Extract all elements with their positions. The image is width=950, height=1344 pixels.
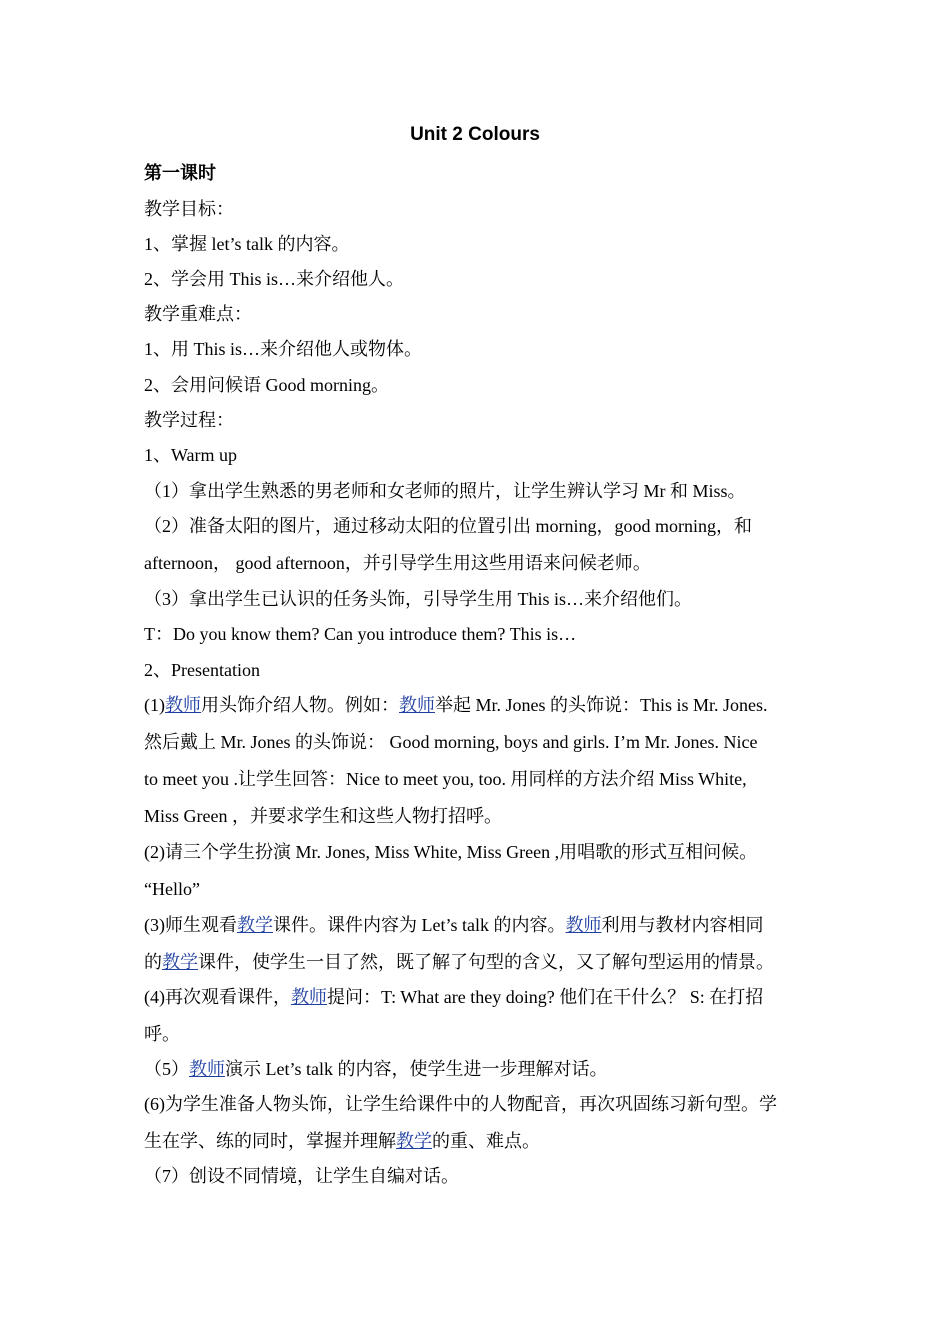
text-span: 的 bbox=[144, 952, 162, 972]
text-span: 举起 Mr. Jones 的头饰说：This is Mr. Jones. bbox=[435, 695, 768, 715]
presentation-step-4-cont: 呼。 bbox=[144, 1024, 180, 1044]
text-span: 生在学、练的同时，掌握并理解 bbox=[144, 1131, 396, 1151]
teaching-link[interactable]: 教学 bbox=[237, 915, 273, 935]
teacher-link[interactable]: 教师 bbox=[565, 915, 602, 935]
presentation-step-5 bbox=[144, 1056, 814, 1082]
objective-1: 1、掌握 let’s talk 的内容。 bbox=[144, 234, 350, 254]
text-span: （5） bbox=[144, 1059, 189, 1079]
teaching-link[interactable]: 教学 bbox=[162, 952, 198, 972]
presentation-step-3 bbox=[144, 912, 814, 938]
teacher-prompt: T：Do you know them? Can you introduce them? This is… bbox=[144, 624, 577, 644]
teaching-link[interactable]: 教学 bbox=[396, 1131, 432, 1151]
objective-2: 2、学会用 This is…来介绍他人。 bbox=[144, 269, 405, 289]
presentation-step-2: (2)请三个学生扮演 Mr. Jones, Miss White, Miss Green ,用唱歌的形式互相问候。 bbox=[144, 842, 758, 862]
presentation-step-2-cont: “Hello” bbox=[144, 879, 200, 899]
section-heading: 第一课时 bbox=[144, 163, 216, 183]
presentation-step-7: （7）创设不同情境，让学生自编对话。 bbox=[144, 1166, 459, 1186]
key-point-2: 2、会用问候语 Good morning。 bbox=[144, 375, 389, 395]
text-span: 课件，使学生一目了然，既了解了句型的含义，又了解句型运用的情景。 bbox=[198, 952, 774, 972]
presentation-step-1-cont: to meet you .让学生回答：Nice to meet you, too. 用同样的方法介绍 Miss White, bbox=[144, 769, 747, 789]
text-span: 提问：T: What are they doing? 他们在干什么？ S: 在打招 bbox=[327, 987, 764, 1007]
presentation-step-4 bbox=[144, 984, 814, 1010]
warm-up-step-3: （3）拿出学生已认识的任务头饰，引导学生用 This is…来介绍他们。 bbox=[144, 589, 693, 609]
process-heading: 教学过程： bbox=[144, 410, 234, 430]
text-span: 演示 Let’s talk 的内容，使学生进一步理解对话。 bbox=[225, 1059, 608, 1079]
warm-up-heading: 1、Warm up bbox=[144, 445, 238, 465]
presentation-step-1-cont: Miss Green ，并要求学生和这些人物打招呼。 bbox=[144, 806, 502, 826]
text-span: 课件。课件内容为 Let’s talk 的内容。 bbox=[273, 915, 566, 935]
teacher-link[interactable]: 教师 bbox=[189, 1059, 225, 1079]
key-point-1: 1、用 This is…来介绍他人或物体。 bbox=[144, 339, 423, 359]
presentation-heading: 2、Presentation bbox=[144, 660, 260, 680]
objectives-heading: 教学目标： bbox=[144, 199, 234, 219]
key-points-heading: 教学重难点： bbox=[144, 304, 252, 324]
text-span: (1) bbox=[144, 695, 165, 715]
teacher-link[interactable]: 教师 bbox=[291, 987, 327, 1007]
teacher-link[interactable]: 教师 bbox=[399, 695, 435, 715]
presentation-step-6-cont bbox=[144, 1128, 814, 1154]
teacher-link[interactable]: 教师 bbox=[165, 695, 201, 715]
warm-up-step-2-cont: afternoon， good afternoon，并引导学生用这些用语来问候老师。 bbox=[144, 553, 651, 573]
text-span: 用头饰介绍人物。例如： bbox=[201, 695, 399, 715]
text-span: 利用与教材内容相同 bbox=[601, 915, 764, 935]
presentation-step-3-cont bbox=[144, 949, 814, 975]
presentation-step-1-cont: 然后戴上 Mr. Jones 的头饰说： Good morning, boys and girls. I’m Mr. Jones. Nice bbox=[144, 732, 758, 752]
text-span: (3)师生观看 bbox=[144, 915, 237, 935]
text-span: (4)再次观看课件， bbox=[144, 987, 291, 1007]
warm-up-step-2: （2）准备太阳的图片，通过移动太阳的位置引出 morning，good morning，和 bbox=[144, 516, 752, 536]
presentation-step-6: (6)为学生准备人物头饰，让学生给课件中的人物配音，再次巩固练习新句型。学 bbox=[144, 1094, 777, 1114]
document-title: Unit 2 Colours bbox=[410, 124, 540, 145]
warm-up-step-1: （1）拿出学生熟悉的男老师和女老师的照片，让学生辨认学习 Mr 和 Miss。 bbox=[144, 481, 746, 501]
text-span: 的重、难点。 bbox=[432, 1131, 540, 1151]
presentation-step-1 bbox=[144, 692, 814, 718]
